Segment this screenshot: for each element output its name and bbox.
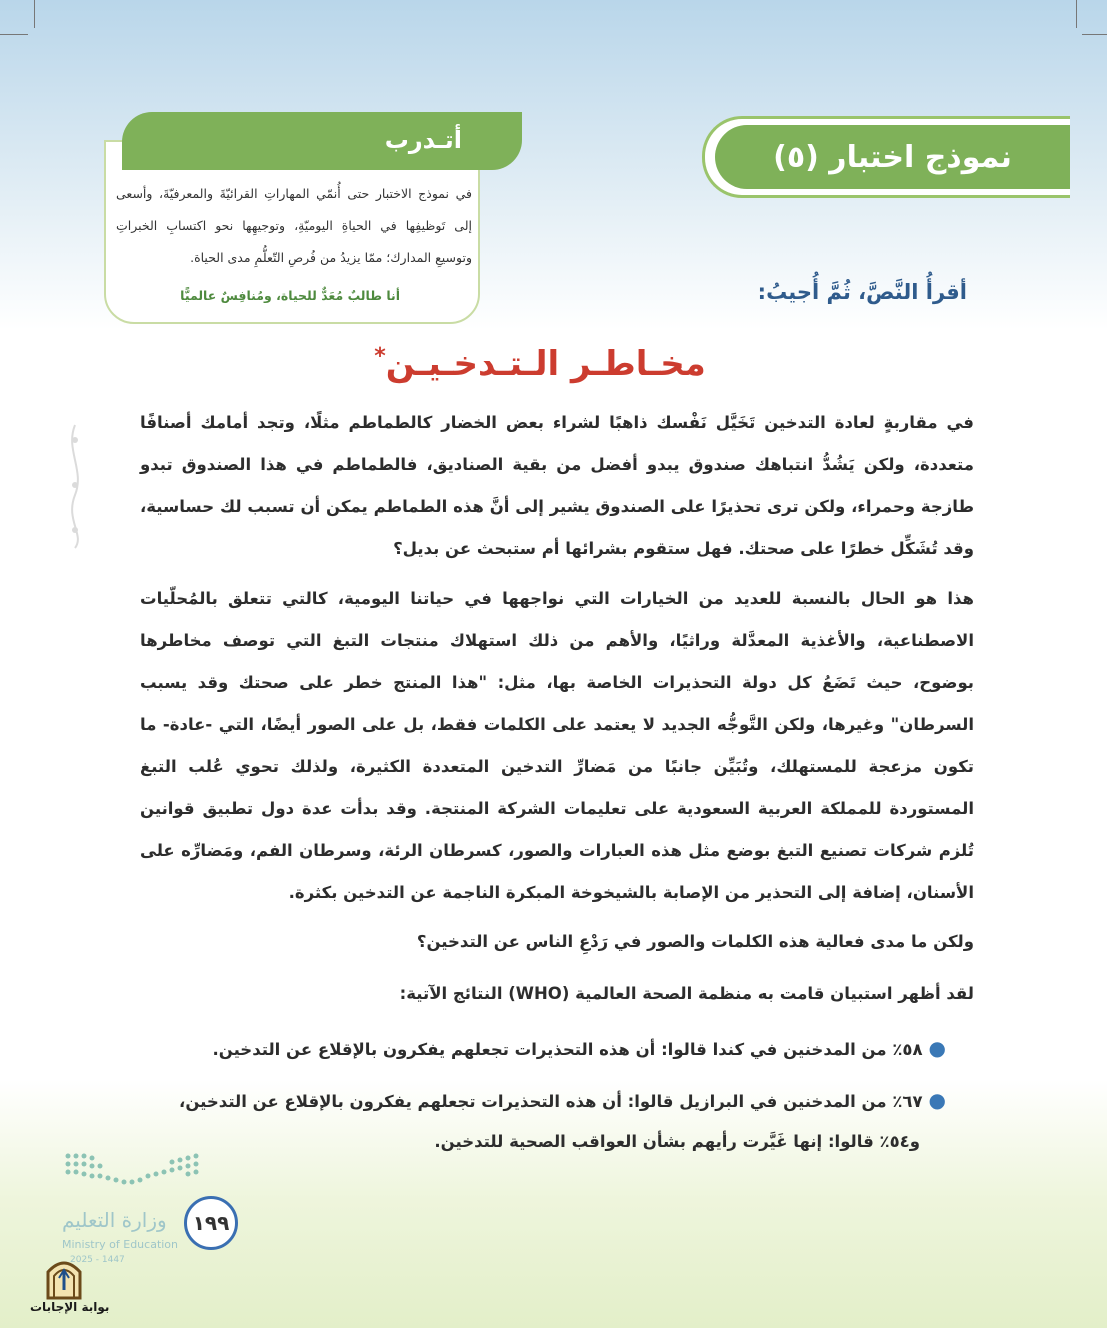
bullet-text: ٥٨٪ من المدخنين في كندا قالوا: أن هذه التحذيرات تجعلهم يفكرون بالإقلاع عن التدخين. xyxy=(212,1040,923,1059)
answers-portal-icon xyxy=(42,1254,86,1300)
ministry-name-ar: وزارة التعليم xyxy=(62,1208,167,1232)
page-number: ١٩٩ xyxy=(184,1196,238,1250)
question-line: ولكن ما مدى فعالية هذه الكلمات والصور في رَدْعِ الناس عن التدخين؟ xyxy=(416,932,974,951)
side-watermark-icon xyxy=(60,420,90,550)
list-item xyxy=(140,1026,946,1072)
training-motto: أنا طالبٌ مُعَدٌّ للحياة، ومُنافِسٌ عالميًّا xyxy=(180,288,400,303)
bullet-icon: ● xyxy=(928,1036,946,1060)
crop-mark xyxy=(1082,34,1107,35)
paragraph-2: هذا هو الحال بالنسبة للعديد من الخيارات التي نواجهها في حياتنا اليومية، كالتي تتعلق بالمُحلّيات الاصطناعية، والأغذية المعدَّلة وراثيًا، والأهم من ذلك استهلاك منتجات التبغ التي توصف مخاطرها بوضوح، حيث تَضَعُ كل دولة التحذيرات الخاصة بها، مثل: "هذا المنتج خطر على صحتك وقد يسبب السرطان" وغيرها، ولكن التَّوجُّه الجديد لا يعتمد على الكلمات فقط، بل على الصور أيضًا، التي -عادة- ما تكون مزعجة للمستهلك، وتُبَيِّن جانبًا من مَضارِّ التدخين المتعددة الكثيرة، ولذلك تحوي عُلب التبغ المستوردة للمملكة العربية السعودية على تعليمات الشركة المنتجة. وقد بدأت عدة دول تطبيق قوانين تُلزم شركات تصنيع التبغ بوضع مثل هذه العبارات والصور، كسرطان الرئة، وسرطان الفم، ومَضارِّه على الأسنان، إضافة إلى التحذير من الإصابة بالشيخوخة المبكرة الناجمة عن التدخين بكثرة. xyxy=(140,589,974,902)
list-item-continuation: و٥٤٪ قالوا: إنها غَيَّرت رأيهم بشأن العواقب الصحية للتدخين. xyxy=(434,1132,920,1151)
crop-mark xyxy=(34,0,35,28)
bullet-text: ٦٧٪ من المدخنين في البرازيل قالوا: أن هذه التحذيرات تجعلهم يفكرون بالإقلاع عن التدخين، xyxy=(179,1092,923,1111)
answers-portal-label: بوابة الإجابات xyxy=(30,1300,110,1314)
article-title-text: مخـاطـر الـتـدخـيـن xyxy=(385,344,706,384)
crop-mark xyxy=(1076,0,1077,28)
crop-mark xyxy=(0,34,28,35)
training-text: في نموذج الاختبار حتى أُنمّي المهاراتِ القرائيّةَ والمعرفيّةَ، وأسعى إلى تَوظيفِها في الحياةِ اليوميّةِ، وتوجيهِها نحو اكتسابِ الخبراتِ وتوسيعِ المدارك؛ ممّا يزيدُ من فُرصِ التّعلُّمِ مدى الحياة. xyxy=(116,186,472,265)
ministry-name-en: Ministry of Education xyxy=(62,1238,179,1251)
paragraph-1: في مقاربةٍ لعادة التدخين تَخَيَّل نَفْسك ذاهبًا لشراء بعض الخضار كالطماطم مثلًا، وتجد أمامك أصنافًا متعددة، ولكن يَشُدُّ انتباهك صندوق يبدو أفضل من بقية الصناديق، فالطماطم في هذا الصندوق تبدو طازجة وحمراء، ولكن ترى تحذيرًا على الصندوق يشير إلى أنَّ هذه الطماطم يمكن أن تسبب لك حساسية، وقد تُشَكِّل خطرًا على صحتك. فهل ستقوم بشرائها أم ستبحث عن بديل؟ xyxy=(140,413,974,558)
footnote-star: * xyxy=(374,344,386,369)
reading-instruction: أقرأُ النَّصَّ، ثُمَّ أُجيبُ: xyxy=(757,280,967,304)
ministry-logo-icon xyxy=(62,1150,202,1194)
list-item xyxy=(140,1078,946,1124)
test-title: نموذج اختبار (٥) xyxy=(715,125,1070,189)
edition-year: 2025 - 1447 xyxy=(70,1255,125,1265)
survey-line: لقد أظهر استبيان قامت به منظمة الصحة العالمية (WHO) النتائج الآتية: xyxy=(399,984,974,1003)
bullet-icon: ● xyxy=(928,1088,946,1112)
training-heading: أتـدرب xyxy=(384,126,462,154)
training-heading-bar xyxy=(122,112,522,170)
test-title-tab xyxy=(702,116,1070,198)
article-title xyxy=(370,344,710,384)
